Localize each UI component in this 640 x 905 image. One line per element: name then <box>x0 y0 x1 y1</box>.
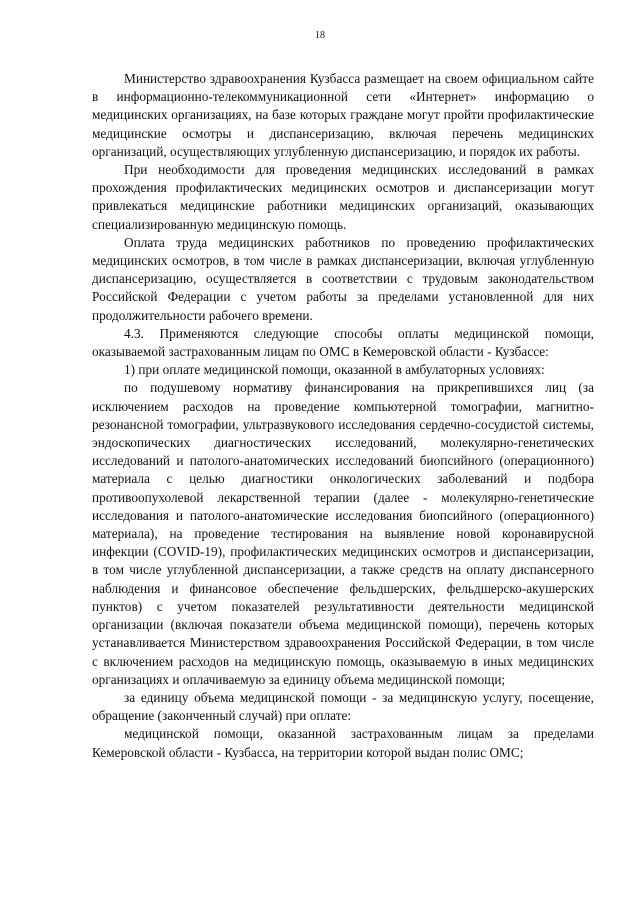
document-body <box>92 70 594 762</box>
paragraph-section-4-3: 4.3. Применяются следующие способы оплаты медицинской помощи, оказываемой застрахованным лицам по ОМС в Кемеровской области - Кузбассе: <box>92 325 594 360</box>
paragraph-specialists: При необходимости для проведения медицинских исследований в рамках прохождения профилактических медицинских осмотров и диспансеризации могут привлекаться медицинские работники медицинских организаций, оказывающих специализированную медицинскую помощь. <box>92 162 594 232</box>
page-number: 18 <box>315 30 325 41</box>
paragraph-item-1-outpatient: 1) при оплате медицинской помощи, оказанной в амбулаторных условиях: <box>124 362 545 378</box>
paragraph-unit-of-volume: за единицу объема медицинской помощи - за медицинскую услугу, посещение, обращение (законченный случай) при оплате: <box>92 689 594 724</box>
paragraph-out-of-region-care: медицинской помощи, оказанной застрахованным лицам за пределами Кемеровской области - Кузбасса, на территории которой выдан полис ОМС; <box>92 726 594 760</box>
paragraph-ministry-website: Министерство здравоохранения Кузбасса размещает на своем официальном сайте в информационно-телекоммуникационной сети «Интернет» информацию о медицинских организациях, на базе которых граждане могут пройти профилактические медицинские осмотры и диспансеризацию, включая перечень медицинских организаций, осуществляющих углубленную диспансеризацию, и порядок их работы. <box>92 71 594 159</box>
paragraph-per-capita-norm: по подушевому нормативу финансирования на прикрепившихся лиц (за исключением расходов на проведение компьютерной томографии, магнитно-резонансной томографии, ультразвукового исследования сердечно-сосудистой системы, эндоскопических диагностических исследований, молекулярно-генетических исследований и патолого-анатомических исследований биопсийного (операционного) материала с целью диагностики онкологических заболеваний и подбора противоопухолевой лекарственной терапии (далее - молекулярно-генетические исследования и патолого-анатомические исследования биопсийного (операционного) материала), на проведение тестирования на выявление новой коронавирусной инфекции (COVID-19), профилактических медицинских осмотров и диспансеризации, в том числе углубленной диспансеризации, а также средств на оплату диспансерного наблюдения и финансовое обеспечение фельдшерских, фельдшерско-акушерских пунктов) с учетом показателей результативности деятельности медицинской организации (включая показатели объема медицинской помощи), перечень которых устанавливается Министерством здравоохранения Российской Федерации, в том числе с включением расходов на медицинскую помощь, оказываемую в иных медицинских организациях и оплачиваемую за единицу объема медицинской помощи; <box>92 380 594 687</box>
paragraph-labor-payment: Оплата труда медицинских работников по проведению профилактических медицинских осмотров, в том числе в рамках диспансеризации, включая углубленную диспансеризацию, осуществляется в соответствии с трудовым законодательством Российской Федерации с учетом работы за пределами установленной для них продолжительности рабочего времени. <box>92 234 594 323</box>
